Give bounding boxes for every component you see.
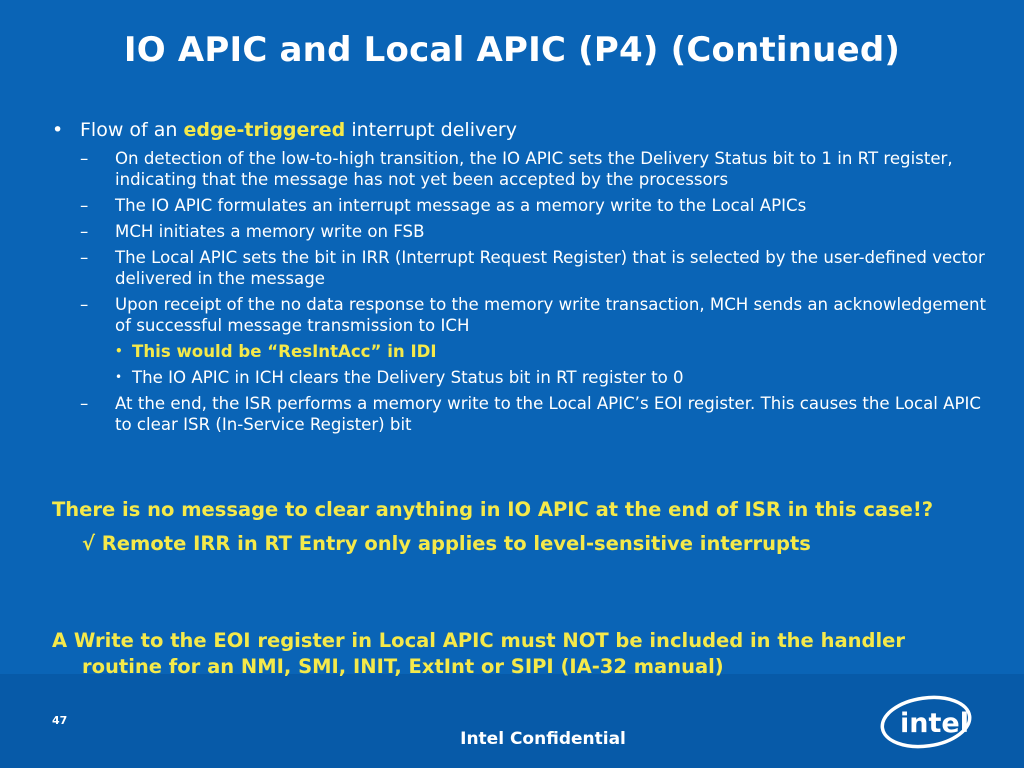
bullet-text-before: Flow of an	[80, 119, 184, 141]
sub-item-text: On detection of the low-to-high transition, the IO APIC sets the Delivery Status bit to 1 in RT register, indicating that the message has not yet been accepted by the processors	[115, 149, 953, 189]
sub-sub-item-text: The IO APIC in ICH clears the Delivery Status bit in RT register to 0	[132, 368, 684, 387]
bullet-marker: •	[52, 119, 64, 141]
slide-content	[50, 117, 990, 435]
page-number: 47	[52, 714, 68, 727]
sub-item	[50, 294, 990, 336]
main-bullet	[50, 117, 990, 143]
note-eoi: A Write to the EOI register in Local APIC must NOT be included in the handler routine for an NMI, SMI, INIT, ExtInt or SIPI (IA-32 manual)	[52, 629, 905, 678]
sub-item	[50, 148, 990, 190]
slide-title: IO APIC and Local APIC (P4) (Continued)	[123, 30, 901, 70]
note-answer: √ Remote IRR in RT Entry only applies to level-sensitive interrupts	[82, 532, 811, 555]
bullet-text-after: interrupt delivery	[345, 119, 517, 141]
dash-marker: –	[80, 222, 89, 241]
sub-item-text: MCH initiates a memory write on FSB	[115, 222, 425, 241]
sub-item-text: The Local APIC sets the bit in IRR (Interrupt Request Register) that is selected by the user-defined vector delivered in the message	[115, 248, 985, 288]
sub-sub-item-highlight	[50, 341, 990, 362]
sub-item-text: The IO APIC formulates an interrupt message as a memory write to the Local APICs	[115, 196, 807, 215]
intel-logo	[880, 690, 976, 752]
dash-marker: –	[80, 196, 89, 215]
confidential-label: Intel Confidential	[460, 729, 626, 749]
sub-item-text: At the end, the ISR performs a memory write to the Local APIC’s EOI register. This causes the Local APIC to clear ISR (In-Service Register) bit	[115, 394, 981, 434]
dash-marker: –	[80, 394, 89, 413]
sub-sub-item	[50, 367, 990, 388]
sub-item	[50, 195, 990, 216]
bullet-highlight: edge-triggered	[183, 119, 346, 141]
sub-item	[50, 393, 990, 435]
dash-marker: –	[80, 149, 89, 168]
dash-marker: –	[80, 295, 89, 314]
logo-text: intel	[900, 708, 969, 739]
footer-band	[0, 674, 1024, 768]
sub-sub-item-text: This would be “ResIntAcc” in IDI	[132, 342, 437, 361]
sub-item	[50, 247, 990, 289]
dash-marker: –	[80, 248, 89, 267]
dot-marker: •	[115, 370, 123, 384]
note-block-1	[52, 497, 982, 557]
dot-marker: •	[115, 344, 123, 358]
sub-item-text: Upon receipt of the no data response to the memory write transaction, MCH sends an acknowledgement of successful message transmission to ICH	[115, 295, 986, 335]
sub-item	[50, 221, 990, 242]
note-block-2	[52, 628, 987, 680]
note-question: There is no message to clear anything in IO APIC at the end of ISR in this case!?	[52, 498, 934, 521]
